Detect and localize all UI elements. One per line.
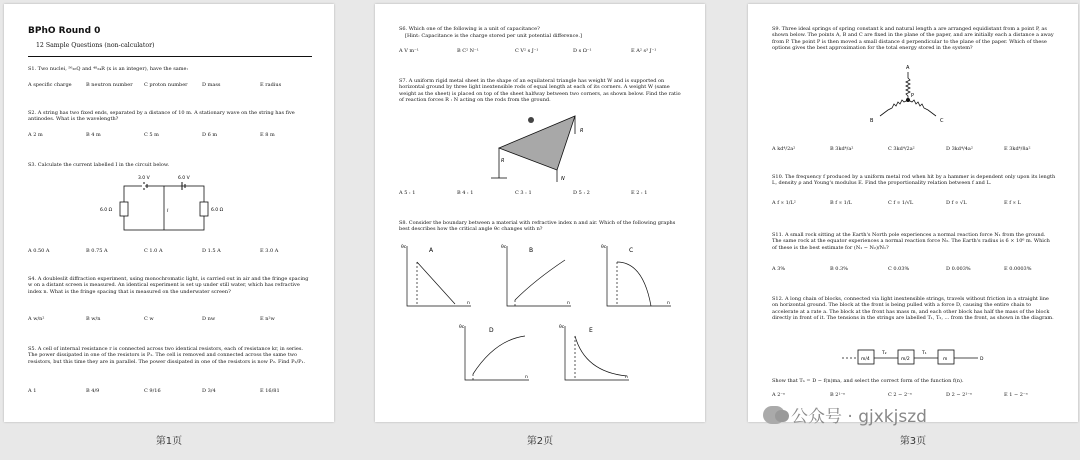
option: D f ∝ √L: [946, 200, 967, 206]
option: B 2¹⁻ⁿ: [830, 392, 846, 398]
graph-ylabel: θc: [459, 325, 465, 330]
options-s1: [28, 82, 318, 88]
option: B 3kd⁴/a²: [830, 146, 854, 152]
option: D 1.5 A: [202, 248, 221, 254]
options-s2: [28, 132, 318, 138]
tension-t1: T₁: [922, 351, 927, 356]
graph-label-d: D: [489, 327, 494, 334]
option: E 3kd⁴/8a²: [1004, 146, 1031, 152]
reaction-n: N: [561, 176, 565, 182]
option: C 2 − 2⁻ⁿ: [888, 392, 912, 398]
option: A 2⁻ⁿ: [772, 392, 786, 398]
block-label-3: m: [943, 357, 948, 362]
watermark: [763, 402, 927, 427]
options-s5: [28, 388, 318, 394]
option: A 2 m: [28, 132, 43, 138]
option: D mass: [202, 82, 221, 88]
force-d: D: [980, 357, 984, 362]
document-subtitle: 12 Sample Questions (non-calculator): [36, 42, 155, 49]
question-s1: S1. Two nuclei, ⁵⁶₂₆Q and ⁴⁸₂₄R (x is an integer), have the same:: [28, 66, 189, 72]
option: E 3.0 A: [260, 248, 279, 254]
option: D nw: [202, 316, 216, 322]
option: E 1 − 2⁻ⁿ: [1004, 392, 1028, 398]
circuit-diagram: [94, 172, 234, 244]
option: D s Ω⁻¹: [573, 48, 592, 54]
option: D 3/4: [202, 388, 216, 394]
options-s11: [772, 266, 1062, 272]
question-s8: S8. Consider the boundary between a material with refractive index n and air. Which of the following graphs best describes how the critical angle θc changes with n?: [399, 220, 676, 233]
page-1: [4, 4, 334, 422]
point-c: C: [940, 118, 944, 124]
option: A 0.50 A: [28, 248, 50, 254]
question-s9: S9. Three ideal springs of spring constant k and natural length a are arranged equidistant from a point P, as shown below. The points A, B and C are fixed in the plane of the paper, and are initially each a distance a away from P. The point P is then moved a small distance d perpendicular to the plane of the paper. Which of these options gives the best approximation for the total energy stored in the system?: [772, 26, 1054, 51]
option: C 9/16: [144, 388, 161, 394]
question-s12: S12. A long chain of blocks, connected via light inextensible strings, travels without friction in a straight line on horizontal ground. The block at the front is being pulled with a force D, causing the entire chain to accelerate at a rate a. The block at the front has mass m, and each other block has half the mass of the block directly in front of it. The tensions in the strings are labelled T₁, T₂, ... from the front, as shown in the diagram.: [772, 296, 1054, 321]
option: D 5 : 2: [573, 190, 590, 196]
option: A kd⁴/2a²: [772, 146, 796, 152]
graph-xlabel: n: [667, 301, 670, 306]
option: A specific charge: [28, 82, 72, 88]
question-s6: S6. Which one of the following is a unit of capacitance?: [399, 26, 540, 32]
page-2-label: 第2页: [526, 436, 554, 447]
point-p: P: [911, 93, 915, 99]
question-s12-part: Show that Tₙ = D − f(n)ma, and select the correct form of the function f(n).: [772, 378, 964, 384]
option: D 0.003%: [946, 266, 971, 272]
option: C w: [144, 316, 154, 322]
question-s5: S5. A cell of internal resistance r is connected across two identical resistors, each of resistance kr, in series. The power dissipated in one of the resistors is P₁. The cell is removed and connected across the same two resistors, but this time they are in parallel. The power dissipated in one of the resistors is now P₂. Find P₂/P₁.: [28, 346, 306, 365]
option: C 3 : 1: [515, 190, 532, 196]
graph-ylabel: θc: [401, 245, 407, 250]
options-s6: [399, 48, 689, 54]
graph-xlabel: n: [625, 375, 628, 380]
option: D 2 − 2¹⁻ⁿ: [946, 392, 973, 398]
option: B w/n: [86, 316, 101, 322]
option: A 5 : 1: [399, 190, 416, 196]
question-s3: S3. Calculate the current labelled I in the circuit below.: [28, 162, 170, 168]
option: E 8 m: [260, 132, 275, 138]
document-title: BPhO Round 0: [28, 26, 101, 36]
resistor-label-1: 6.0 Ω: [100, 208, 113, 213]
option: C f ∝ 1/√L: [888, 200, 914, 206]
cell-voltage-1: 3.0 V: [138, 176, 150, 181]
option: B C² N⁻¹: [457, 48, 479, 54]
point-b: B: [870, 118, 874, 124]
graph-label-c: C: [629, 247, 634, 254]
block-label-2: m/2: [901, 357, 910, 362]
option: A f ∝ 1/L²: [772, 200, 796, 206]
option: C 0.03%: [888, 266, 910, 272]
option: E radius: [260, 82, 282, 88]
question-s4: S4. A doubleslit diffraction experiment, using monochromatic light, is carried out in air and the fringe spacing w on a distant screen is measured. An identical experiment is set up under still water, which has refractive index n. What is the fringe spacing that is measured on the underwater screen?: [28, 276, 309, 295]
cell-voltage-2: 6.0 V: [178, 176, 190, 181]
options-s3: [28, 248, 318, 254]
option: B 4/9: [86, 388, 100, 394]
option: E 0.0003%: [1004, 266, 1032, 272]
option: C 5 m: [144, 132, 159, 138]
option: E n²w: [260, 316, 275, 322]
option: A w/n²: [28, 316, 45, 322]
resistor-label-2: 6.0 Ω: [211, 208, 224, 213]
graph-ylabel: θc: [559, 325, 565, 330]
question-s2: S2. A string has two fixed ends, separated by a distance of 10 m. A stationary wave on the string has five antinodes. What is the wavelength?: [28, 110, 295, 123]
graph-xlabel: n: [467, 301, 470, 306]
question-s10: S10. The frequency f produced by a uniform metal rod when hit by a hammer is dependent only upon its length L, density ρ and Young's modulus E. Find the proportionality relation between f and L.: [772, 174, 1056, 187]
triangle-diagram: [485, 108, 595, 186]
option: B 0.75 A: [86, 248, 108, 254]
question-s6-hint: [Hint: Capacitance is the charge stored per unit potential difference.]: [405, 33, 582, 39]
option: E A² s³ J⁻¹: [631, 48, 657, 54]
reaction-r-top: R: [580, 128, 584, 134]
page-2: [375, 4, 705, 422]
page-3-label: 第3页: [899, 436, 927, 447]
option: B neutron number: [86, 82, 133, 88]
option: E 16/81: [260, 388, 280, 394]
graph-xlabel: n: [525, 375, 528, 380]
option: B 0.3%: [830, 266, 848, 272]
question-s7: S7. A uniform rigid metal sheet in the shape of an equilateral triangle has weight W and is supported on horizontal ground by three light inextensible rods of equal length at each of its corners. A weight W (same weight as the sheet) is placed on top of the sheet halfway between two corners, as shown below. Find the ratio of reaction forces R : N acting on the rods from the ground.: [399, 78, 681, 103]
graph-label-a: A: [429, 247, 434, 254]
option: B 4 m: [86, 132, 101, 138]
graph-xlabel: n: [567, 301, 570, 306]
springs-diagram: [858, 62, 958, 134]
option: E 2 : 1: [631, 190, 648, 196]
question-s11: S11. A small rock sitting at the Earth's North pole experiences a normal reaction force N₁ from the ground. The same rock at the equator experiences a normal reaction force N₂. The Earth's radius is 6 × 10⁶ m. Which of these is the best estimate for (N₁ − N₂)/N₁?: [772, 232, 1050, 251]
graph-label-e: E: [589, 327, 593, 334]
title-rule: [28, 56, 312, 57]
point-a: A: [906, 65, 910, 71]
page-3: [748, 4, 1078, 422]
current-label: I: [167, 209, 169, 214]
options-s12: [772, 392, 1062, 398]
option: C 3kd⁴/2a²: [888, 146, 915, 152]
graph-ylabel: θc: [601, 245, 607, 250]
option: C 1.0 A: [144, 248, 163, 254]
options-s10: [772, 200, 1062, 206]
options-s7: [399, 190, 689, 196]
tension-t2: T₂: [882, 351, 887, 356]
graph-ylabel: θc: [501, 245, 507, 250]
option: A 3%: [772, 266, 786, 272]
graph-label-b: B: [529, 247, 534, 254]
wechat-icon: [763, 406, 785, 424]
option: A 1: [28, 388, 37, 394]
option: D 3kd⁴/4a²: [946, 146, 973, 152]
options-s4: [28, 316, 318, 322]
option: B 4 : 1: [457, 190, 474, 196]
option: E f ∝ L: [1004, 200, 1021, 206]
option: C proton number: [144, 82, 188, 88]
blocks-diagram: [838, 340, 988, 370]
options-s9: [772, 146, 1062, 152]
block-label-1: m/4: [861, 357, 870, 362]
page-1-label: 第1页: [155, 436, 183, 447]
watermark-text: 公众号 · gjxkjszd: [791, 407, 927, 427]
reaction-r-left: R: [501, 158, 505, 164]
option: C V² s J⁻¹: [515, 48, 539, 54]
option: A V m⁻¹: [399, 48, 419, 54]
critical-angle-graphs: [395, 240, 695, 390]
option: B f ∝ 1/L: [830, 200, 852, 206]
option: D 6 m: [202, 132, 218, 138]
